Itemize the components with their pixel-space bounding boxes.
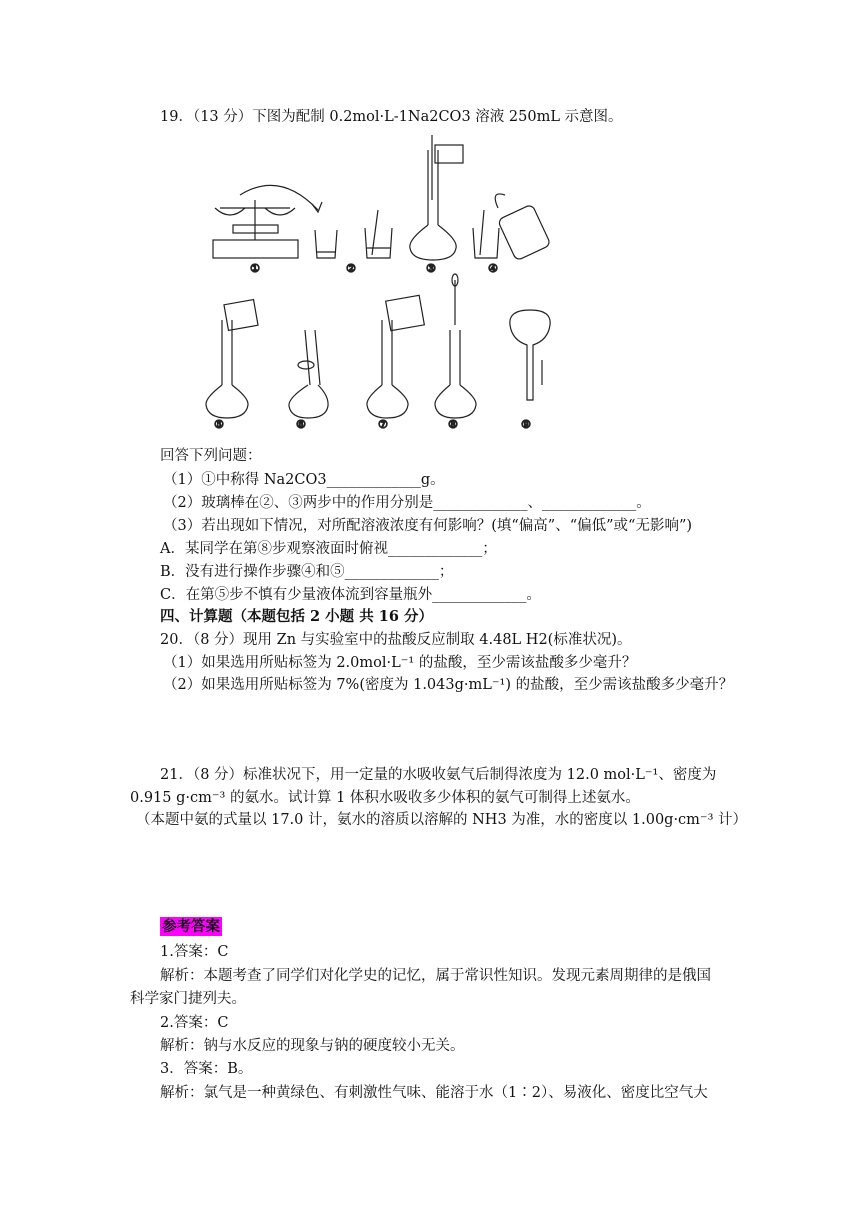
q19-option-b: B．没有进行操作步骤④和⑤_____________；	[160, 564, 454, 580]
step-label-2: ②	[346, 262, 356, 275]
beaker-stirring-icon	[365, 210, 392, 258]
flask-swirl-icon	[289, 330, 328, 418]
q19-part3: （3）若出现如下情况，对所配溶液浓度有何影响？(填“偏高”、“偏低”或“无影响”)	[163, 518, 693, 534]
q21-line1: 21．（8 分）标准状况下，用一定量的水吸收氨气后制得浓度为 12.0 mol·L⁻¹、密度为	[160, 767, 717, 783]
answer-2-explanation: 解析：钠与水反应的现象与钠的硬度较小无关。	[160, 1038, 465, 1054]
flask-fill-icon	[367, 295, 424, 418]
step-label-7: ⑦	[378, 418, 388, 431]
q21-line3: （本题中氨的式量以 17.0 计，氨水的溶质以溶解的 NH3 为准，水的密度以 1.00g·cm⁻³ 计）	[136, 812, 748, 828]
flask-invert-icon	[510, 310, 550, 400]
q20-part1: （1）如果选用所贴标签为 2.0mol·L⁻¹ 的盐酸，至少需该盐酸多少毫升？	[163, 655, 637, 671]
step-label-5: ⑤	[214, 418, 224, 431]
answer-1: 1.答案：C	[160, 944, 229, 960]
step-label-3: ③	[426, 262, 436, 275]
volumetric-flask-icon	[410, 135, 463, 260]
beaker-icon	[315, 230, 337, 258]
answer-1-explanation-cont: 科学家门捷列夫。	[130, 991, 246, 1007]
solution-prep-diagram	[0, 130, 860, 431]
q19-intro: 回答下列问题：	[160, 448, 262, 464]
step-label-4: ④	[488, 262, 498, 275]
q19-option-a: A．某同学在第⑧步观察液面时俯视_____________；	[160, 541, 497, 557]
q19-part2: （2）玻璃棒在②、③两步中的作用分别是_____________、_____________。	[163, 495, 651, 511]
q20-title: 20．（8 分）现用 Zn 与实验室中的盐酸反应制取 4.48L H2(标准状况)。	[160, 632, 632, 648]
q19-title: 19．（13 分）下图为配制 0.2mol·L-1Na2CO3 溶液 250mL 示意图。	[160, 109, 623, 125]
q21-line2: 0.915 g·cm⁻³ 的氨水。试计算 1 体积水吸收多少体积的氨气可制得上述氨水。	[130, 790, 640, 806]
q20-part2: （2）如果选用所贴标签为 7%(密度为 1.043g·mL⁻¹) 的盐酸，至少需该盐酸多少毫升？	[163, 677, 734, 693]
answer-2: 2.答案：C	[160, 1015, 229, 1031]
q19-option-c: C．在第⑤步不慎有少量液体流到容量瓶外_____________。	[160, 587, 541, 603]
step-label-1: ①	[250, 262, 260, 275]
section-heading: 四、计算题（本题包括 2 小题 共 16 分）	[160, 608, 434, 625]
step-label-6: ⑥	[296, 418, 306, 431]
flask-dropper-icon	[435, 274, 476, 418]
flask-transfer-icon	[206, 300, 258, 418]
wash-bottle-icon	[473, 194, 551, 261]
answer-1-explanation: 解析：本题考查了同学们对化学史的记忆，属于常识性知识。发现元素周期律的是俄国	[160, 968, 711, 984]
answer-3: 3．答案：B。	[160, 1061, 253, 1077]
q19-part1: （1）①中称得 Na2CO3_____________g。	[163, 472, 445, 488]
step-label-8: ⑧	[448, 418, 458, 431]
balance-icon	[213, 185, 322, 258]
answer-heading: 参考答案	[162, 918, 220, 935]
step-label-9: ⑨	[521, 418, 531, 431]
answer-3-explanation: 解析：氯气是一种黄绿色、有刺激性气味、能溶于水（1∶2）、易液化、密度比空气大	[160, 1085, 708, 1101]
